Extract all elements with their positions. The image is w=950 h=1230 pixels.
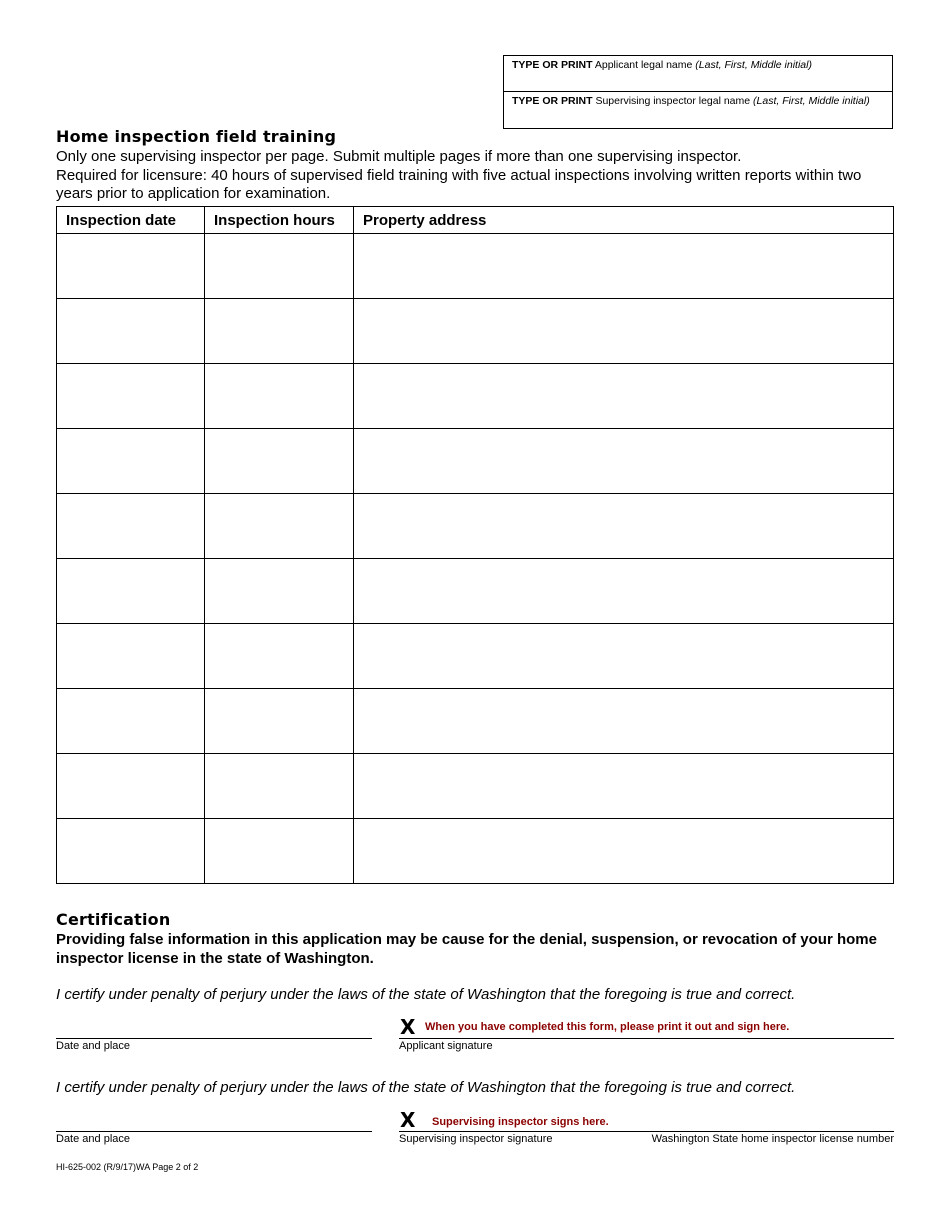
inspection-date-cell[interactable] xyxy=(57,689,205,754)
property-address-cell[interactable] xyxy=(354,624,894,689)
training-table xyxy=(56,206,894,884)
applicant-name-hint: (Last, First, Middle initial) xyxy=(695,59,812,71)
applicant-date-line[interactable] xyxy=(56,1038,372,1039)
applicant-name-label: Applicant legal name xyxy=(594,59,693,71)
inspection-hours-cell[interactable] xyxy=(205,429,354,494)
table-row xyxy=(57,299,894,364)
table-row xyxy=(57,559,894,624)
inspection-hours-cell[interactable] xyxy=(205,234,354,299)
inspection-hours-cell[interactable] xyxy=(205,364,354,429)
form-footer: HI-625-002 (R/9/17)WA Page 2 of 2 xyxy=(56,1162,199,1172)
inspection-hours-cell[interactable] xyxy=(205,624,354,689)
inspection-date-cell[interactable] xyxy=(57,299,205,364)
applicant-signature-line[interactable] xyxy=(399,1038,894,1039)
table-row xyxy=(57,364,894,429)
applicant-date-label: Date and place xyxy=(56,1040,130,1052)
table-row xyxy=(57,754,894,819)
property-address-cell[interactable] xyxy=(354,559,894,624)
inspection-date-cell[interactable] xyxy=(57,624,205,689)
applicant-signature-label: Applicant signature xyxy=(399,1040,493,1052)
supervisor-name-hint: (Last, First, Middle initial) xyxy=(753,95,870,107)
table-row xyxy=(57,429,894,494)
certification-title: Certification xyxy=(56,910,171,929)
property-address-cell[interactable] xyxy=(354,494,894,559)
certification-statement-1: I certify under penalty of perjury under the laws of the state of Washington that the foregoing is true and correct. xyxy=(56,986,796,1003)
property-address-cell[interactable] xyxy=(354,819,894,884)
table-row xyxy=(57,624,894,689)
training-intro xyxy=(56,148,901,204)
inspection-hours-cell[interactable] xyxy=(205,689,354,754)
header-property-address: Property address xyxy=(354,207,894,234)
name-box xyxy=(503,55,893,129)
supervisor-signature-label: Supervising inspector signature xyxy=(399,1133,553,1145)
header-inspection-hours: Inspection hours xyxy=(205,207,354,234)
inspection-date-cell[interactable] xyxy=(57,494,205,559)
header-inspection-date: Inspection date xyxy=(57,207,205,234)
property-address-cell[interactable] xyxy=(354,234,894,299)
inspection-date-cell[interactable] xyxy=(57,559,205,624)
applicant-sign-instruction: When you have completed this form, please print it out and sign here. xyxy=(425,1021,790,1033)
inspection-hours-cell[interactable] xyxy=(205,754,354,819)
supervisor-name-label: Supervising inspector legal name xyxy=(595,95,751,107)
table-row xyxy=(57,689,894,754)
training-line-1: Only one supervising inspector per page. Submit multiple pages if more than one supervising inspector. xyxy=(56,148,742,165)
property-address-cell[interactable] xyxy=(354,364,894,429)
supervisor-name-field[interactable] xyxy=(504,92,892,128)
table-row xyxy=(57,819,894,884)
applicant-sign-mark: X xyxy=(400,1015,416,1039)
inspection-date-cell[interactable] xyxy=(57,819,205,884)
table-body xyxy=(57,234,894,884)
training-line-2: Required for licensure: 40 hours of supervised field training with five actual inspections involving written reports within two years prior to application for examination. xyxy=(56,166,862,202)
certification-statement-2: I certify under penalty of perjury under the laws of the state of Washington that the foregoing is true and correct. xyxy=(56,1079,796,1096)
table-row xyxy=(57,494,894,559)
supervisor-license-label: Washington State home inspector license number xyxy=(651,1133,894,1145)
supervisor-sign-mark: X xyxy=(400,1108,416,1132)
training-title: Home inspection field training xyxy=(56,127,337,146)
supervisor-name-prefix: TYPE OR PRINT xyxy=(512,95,593,107)
property-address-cell[interactable] xyxy=(354,299,894,364)
property-address-cell[interactable] xyxy=(354,689,894,754)
property-address-cell[interactable] xyxy=(354,754,894,819)
inspection-hours-cell[interactable] xyxy=(205,299,354,364)
table-header-row xyxy=(57,207,894,234)
inspection-date-cell[interactable] xyxy=(57,364,205,429)
inspection-date-cell[interactable] xyxy=(57,234,205,299)
table-row xyxy=(57,234,894,299)
inspection-hours-cell[interactable] xyxy=(205,494,354,559)
inspection-hours-cell[interactable] xyxy=(205,819,354,884)
supervisor-sign-instruction: Supervising inspector signs here. xyxy=(432,1116,609,1128)
supervisor-date-label: Date and place xyxy=(56,1133,130,1145)
supervisor-signature-line[interactable] xyxy=(399,1131,894,1132)
inspection-date-cell[interactable] xyxy=(57,429,205,494)
applicant-name-prefix: TYPE OR PRINT xyxy=(512,59,593,71)
supervisor-date-line[interactable] xyxy=(56,1131,372,1132)
inspection-date-cell[interactable] xyxy=(57,754,205,819)
inspection-hours-cell[interactable] xyxy=(205,559,354,624)
property-address-cell[interactable] xyxy=(354,429,894,494)
applicant-name-field[interactable] xyxy=(504,56,892,92)
certification-warning: Providing false information in this application may be cause for the denial, suspension, or revocation of your home inspector license in the state of Washington. xyxy=(56,931,877,967)
